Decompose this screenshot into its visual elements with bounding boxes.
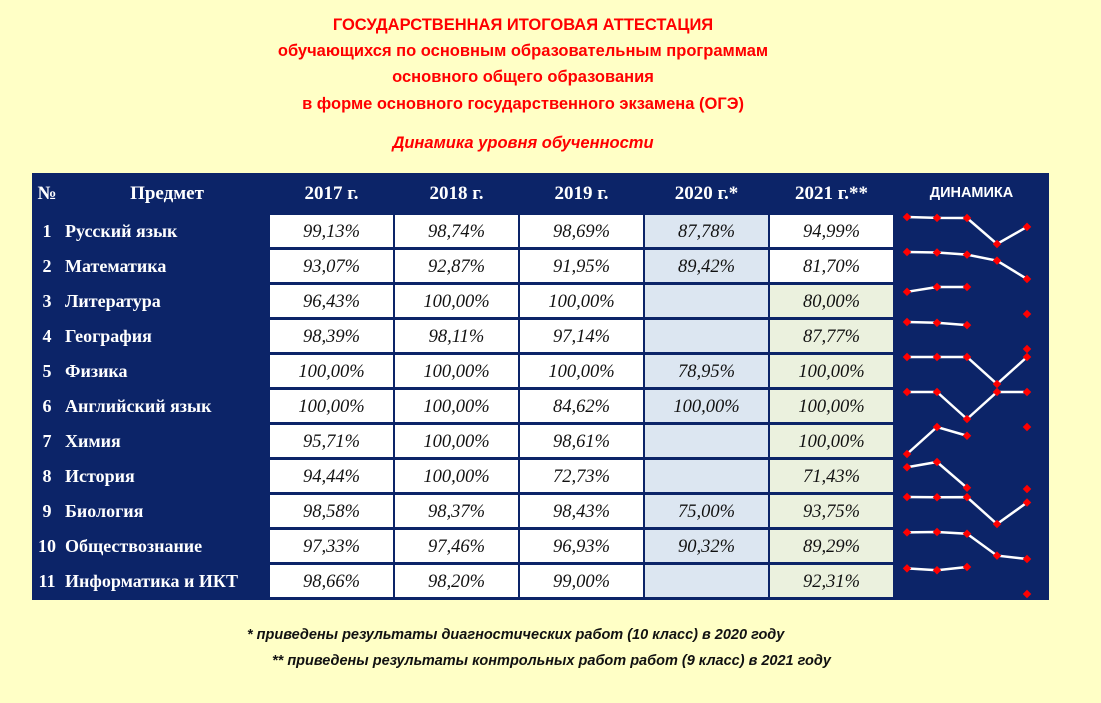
title-line-3: основного общего образования	[392, 68, 654, 86]
row-number: 11	[38, 571, 56, 591]
sparkline-point-2017	[903, 288, 911, 296]
report-subtitle: Динамика уровня обученности	[392, 134, 654, 152]
value-cell-2019: 97,14%	[519, 319, 644, 353]
value-cell-2021: 100,00%	[769, 354, 894, 388]
sparkline-point-2021	[1023, 388, 1031, 396]
value-cell-2019: 99,00%	[519, 564, 644, 598]
sparkline-point-2019	[963, 432, 971, 440]
sparkline-point-2021	[1023, 345, 1031, 353]
sparkline-point-2021	[1023, 590, 1031, 598]
value-cell-2021: 71,43%	[769, 459, 894, 493]
value-cell-2018: 100,00%	[394, 354, 519, 388]
header-2018: 2018 г.	[429, 183, 484, 204]
sparkline-row	[903, 248, 1031, 283]
value-cell-2017: 100,00%	[269, 389, 394, 423]
sparkline-point-2017	[903, 213, 911, 221]
value-cell-2020	[644, 319, 769, 353]
sparkline-point-2018	[933, 493, 941, 501]
sparkline-point-2018	[933, 566, 941, 574]
results-table	[32, 173, 1049, 600]
value-cell-2017: 98,58%	[269, 494, 394, 528]
sparkline-point-2021	[1023, 310, 1031, 318]
row-subject: Химия	[65, 431, 121, 451]
sparkline-row	[903, 283, 1031, 318]
value-cell-2019: 84,62%	[519, 389, 644, 423]
row-number: 3	[42, 291, 52, 311]
row-number: 10	[38, 536, 56, 556]
value-cell-2017: 97,33%	[269, 529, 394, 563]
value-cell-2020: 78,95%	[644, 354, 769, 388]
value-cell-2020	[644, 424, 769, 458]
sparkline-point-2017	[903, 528, 911, 536]
value-cell-2019: 98,69%	[519, 214, 644, 248]
sparkline-point-2018	[933, 248, 941, 256]
sparkline-row	[903, 493, 1031, 528]
value-cell-2021: 87,77%	[769, 319, 894, 353]
value-cell-2018: 98,37%	[394, 494, 519, 528]
value-cell-2021: 100,00%	[769, 424, 894, 458]
footnote-2020: * приведены результаты диагностических работ (10 класс) в 2020 году	[247, 627, 785, 643]
value-cell-2020	[644, 564, 769, 598]
header-num: №	[37, 183, 57, 204]
sparkline-point-2017	[903, 353, 911, 361]
value-cell-2017: 99,13%	[269, 214, 394, 248]
value-cell-2021: 92,31%	[769, 564, 894, 598]
sparkline-point-2021	[1023, 485, 1031, 493]
sparkline-point-2018	[933, 353, 941, 361]
sparkline-point-2017	[903, 564, 911, 572]
value-cell-2020: 75,00%	[644, 494, 769, 528]
value-cell-2017: 93,07%	[269, 249, 394, 283]
sparkline-row	[903, 353, 1031, 388]
value-cell-2021: 93,75%	[769, 494, 894, 528]
row-subject: Математика	[65, 256, 167, 276]
sparkline-point-2018	[933, 318, 941, 326]
value-cell-2018: 98,74%	[394, 214, 519, 248]
value-cell-2019: 100,00%	[519, 284, 644, 318]
value-cell-2021: 89,29%	[769, 529, 894, 563]
dynamics-sparklines	[895, 213, 1049, 599]
footnote-2021: ** приведены результаты контрольных работ работ (9 класс) в 2021 году	[272, 653, 831, 669]
row-subject: Информатика и ИКТ	[65, 571, 238, 591]
row-number: 8	[42, 466, 52, 486]
row-number: 6	[42, 396, 52, 416]
header-2017: 2017 г.	[304, 183, 359, 204]
row-number: 4	[42, 326, 52, 346]
header-subject: Предмет	[130, 183, 204, 204]
value-cell-2017: 94,44%	[269, 459, 394, 493]
sparkline-point-2017	[903, 318, 911, 326]
row-subject: Физика	[65, 361, 128, 381]
value-cell-2018: 98,20%	[394, 564, 519, 598]
value-cell-2020: 100,00%	[644, 389, 769, 423]
row-number: 5	[42, 361, 52, 381]
sparkline-point-2019	[963, 283, 971, 291]
sparkline-row	[903, 213, 1031, 248]
value-cell-2018: 100,00%	[394, 459, 519, 493]
row-number: 9	[42, 501, 52, 521]
header-dynamics: ДИНАМИКА	[929, 185, 1014, 201]
sparkline-point-2021	[1023, 423, 1031, 431]
row-number: 7	[42, 431, 52, 451]
sparkline-point-2017	[903, 493, 911, 501]
row-subject: Обществознание	[65, 536, 203, 556]
value-cell-2017: 95,71%	[269, 424, 394, 458]
sparkline-row	[903, 388, 1031, 423]
value-cell-2018: 100,00%	[394, 389, 519, 423]
value-cell-2018: 100,00%	[394, 284, 519, 318]
row-subject: Биология	[65, 501, 144, 521]
value-cell-2020: 87,78%	[644, 214, 769, 248]
value-cell-2020: 89,42%	[644, 249, 769, 283]
value-cell-2017: 100,00%	[269, 354, 394, 388]
sparkline-point-2019	[963, 250, 971, 258]
title-line-4: в форме основного государственного экзамена (ОГЭ)	[302, 95, 744, 113]
sparkline-row	[903, 563, 1031, 598]
value-cell-2021: 80,00%	[769, 284, 894, 318]
value-cell-2020: 90,32%	[644, 529, 769, 563]
sparkline-point-2019	[963, 563, 971, 571]
sparkline-point-2017	[903, 248, 911, 256]
value-cell-2021: 100,00%	[769, 389, 894, 423]
row-number: 1	[42, 221, 52, 241]
sparkline-row	[903, 318, 1031, 353]
value-cell-2019: 100,00%	[519, 354, 644, 388]
title-line-1: ГОСУДАРСТВЕННАЯ ИТОГОВАЯ АТТЕСТАЦИЯ	[332, 16, 714, 34]
row-subject: Русский язык	[65, 221, 178, 241]
value-cell-2019: 98,61%	[519, 424, 644, 458]
sparkline-row	[903, 528, 1031, 563]
value-cell-2020	[644, 459, 769, 493]
value-cell-2017: 98,66%	[269, 564, 394, 598]
sparkline-point-2021	[1023, 555, 1031, 563]
title-line-2: обучающихся по основным образовательным программам	[277, 42, 769, 60]
value-cell-2019: 96,93%	[519, 529, 644, 563]
value-cell-2021: 94,99%	[769, 214, 894, 248]
header-2019: 2019 г.	[554, 183, 609, 204]
row-subject: История	[65, 466, 135, 486]
value-cell-2021: 81,70%	[769, 249, 894, 283]
value-cell-2019: 91,95%	[519, 249, 644, 283]
sparkline-point-2018	[933, 283, 941, 291]
value-cell-2018: 97,46%	[394, 529, 519, 563]
value-cell-2020	[644, 284, 769, 318]
value-cell-2018: 92,87%	[394, 249, 519, 283]
row-subject: Литература	[65, 291, 161, 311]
value-cell-2017: 96,43%	[269, 284, 394, 318]
row-subject: Английский язык	[65, 396, 212, 416]
value-cell-2017: 98,39%	[269, 319, 394, 353]
header-2020: 2020 г.*	[674, 183, 739, 204]
value-cell-2019: 72,73%	[519, 459, 644, 493]
value-cell-2018: 100,00%	[394, 424, 519, 458]
header-2021: 2021 г.**	[795, 183, 868, 204]
sparkline-point-2017	[903, 388, 911, 396]
row-subject: География	[65, 326, 152, 346]
sparkline-point-2018	[933, 528, 941, 536]
sparkline-point-2018	[933, 214, 941, 222]
sparkline-point-2017	[903, 463, 911, 471]
sparkline-point-2019	[963, 321, 971, 329]
row-number: 2	[42, 256, 52, 276]
value-cell-2019: 98,43%	[519, 494, 644, 528]
sparkline-row	[903, 423, 1031, 458]
sparkline-row	[903, 458, 1031, 493]
value-cell-2018: 98,11%	[394, 319, 519, 353]
